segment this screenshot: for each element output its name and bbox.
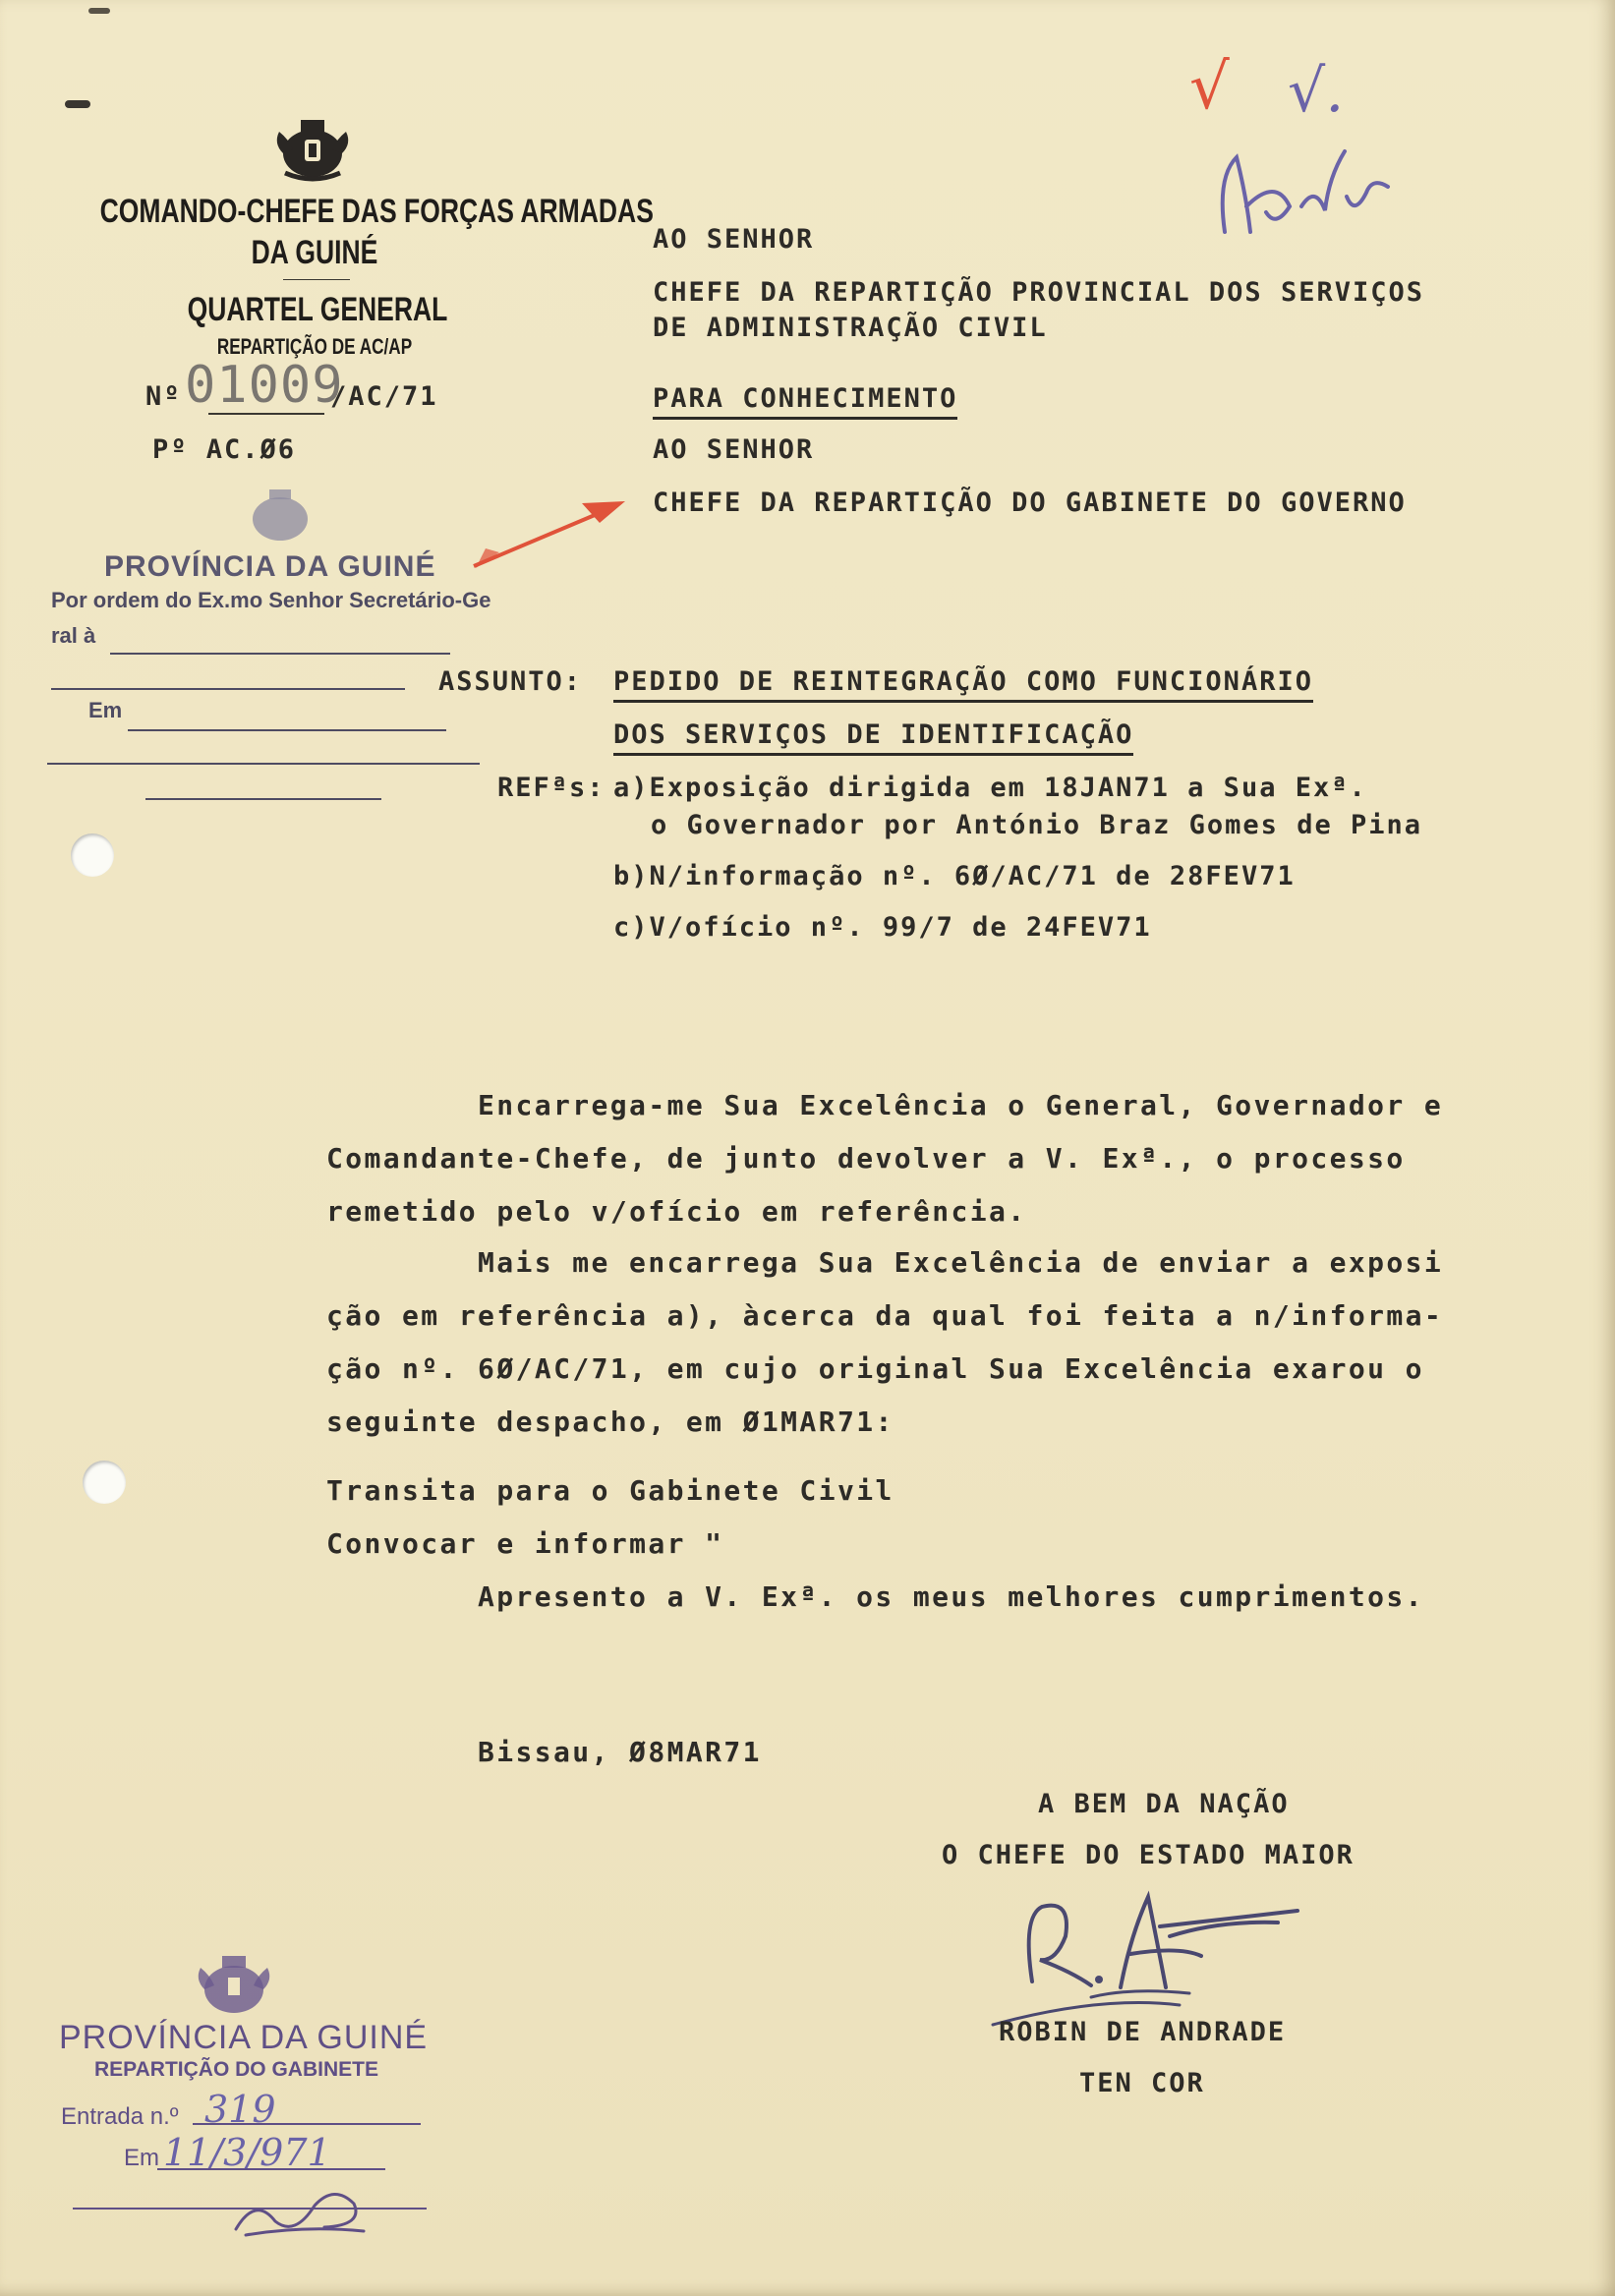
cc-addressee-label: AO SENHOR (653, 434, 815, 465)
process-reference: Pº AC.Ø6 (152, 434, 297, 465)
subject-line-1 (613, 666, 1313, 697)
stamp-bottom-date-label: Em (124, 2145, 159, 2171)
cc-heading-text: PARA CONHECIMENTO (653, 383, 957, 420)
despacho-line-1: Transita para o Gabinete Civil (326, 1474, 894, 1507)
stamp-bottom-entry-value: 319 (204, 2088, 276, 2131)
addressee-line-1: CHEFE DA REPARTIÇÃO PROVINCIAL DOS SERVIÇOS (653, 277, 1424, 308)
addressee-line-2: DE ADMINISTRAÇÃO CIVIL (653, 313, 1048, 343)
document-number-prefix: Nº (145, 381, 182, 412)
punch-hole-bottom (83, 1461, 126, 1504)
addressee-label: AO SENHOR (653, 224, 815, 255)
signatory-name: ROBIN DE ANDRADE (999, 2017, 1287, 2047)
reference-a-line-1: a)Exposição dirigida em 18JAN71 a Sua Exª. (613, 773, 1367, 803)
stamp-bottom-date-line (157, 2168, 385, 2170)
despacho-line-2: Convocar e informar " (326, 1527, 724, 1560)
header-reparticao: REPARTIÇÃO DE AC/AP (216, 334, 413, 359)
ink-speck (65, 100, 90, 108)
subject-line-2-text: DOS SERVIÇOS DE IDENTIFICAÇÃO (613, 719, 1133, 756)
signatory-rank: TEN COR (1079, 2068, 1205, 2098)
reference-b: b)N/informação nº. 6Ø/AC/71 de 28FEV71 (613, 861, 1296, 891)
body-paragraph-2-line-1: Mais me encarrega Sua Excelência de enviar a exposi (478, 1246, 1444, 1279)
body-paragraph-1-line-1: Encarrega-me Sua Excelência o General, Governador e (478, 1089, 1444, 1121)
stamp-bottom-entry-label: Entrada n.º (61, 2103, 179, 2130)
subject-label: ASSUNTO: (438, 666, 583, 697)
stamp-bottom-entry-line (193, 2123, 421, 2125)
body-paragraph-2-line-4: seguinte despacho, em Ø1MAR71: (326, 1406, 894, 1438)
stamp-top-ral: ral à (51, 623, 96, 648)
stamp-top-em: Em (88, 698, 123, 722)
reference-c: c)V/ofício nº. 99/7 de 24FEV71 (613, 912, 1152, 943)
cc-addressee-line: CHEFE DA REPARTIÇÃO DO GABINETE DO GOVERNO (653, 488, 1407, 518)
body-paragraph-2-line-2: ção em referência a), àcerca da qual foi feita a n/informa- (326, 1299, 1444, 1332)
document-number-stamp: 01009 (185, 356, 344, 415)
blue-check-mark: √. (1288, 57, 1345, 126)
bottom-stamp-emblem-icon (187, 1950, 281, 2021)
body-paragraph-2-line-3: ção nº. 6Ø/AC/71, em cujo original Sua Excelência exarou o (326, 1352, 1424, 1385)
stamp-top-line-2 (51, 688, 405, 690)
reference-a-line-2: o Governador por António Braz Gomes de Pina (651, 810, 1422, 840)
closing-line: Apresento a V. Exª. os meus melhores cumprimentos. (478, 1580, 1424, 1613)
red-check-mark: √ (1189, 51, 1230, 124)
signature-salutation: A BEM DA NAÇÃO (1038, 1789, 1290, 1819)
stamp-top-line-4 (47, 763, 480, 765)
punch-hole-top (71, 833, 114, 877)
stamp-top-line-5 (145, 798, 381, 800)
references-label: REFªs: (497, 773, 606, 803)
stamp-top-province: PROVÍNCIA DA GUINÉ (104, 550, 436, 583)
document-number-underline (208, 413, 324, 415)
signature-title: O CHEFE DO ESTADO MAIOR (942, 1840, 1355, 1870)
stamp-bottom-date-value: 11/3/971 (163, 2131, 331, 2174)
ink-speck (88, 8, 110, 14)
stamp-emblem-icon (236, 484, 324, 548)
header-quartel-general: QUARTEL GENERAL (187, 291, 448, 328)
coat-of-arms-icon (265, 114, 360, 185)
header-command-line: COMANDO-CHEFE DAS FORÇAS ARMADAS (99, 193, 654, 230)
stamp-top-line-3 (128, 729, 446, 731)
place-date: Bissau, Ø8MAR71 (478, 1736, 762, 1768)
header-divider (283, 279, 350, 280)
body-paragraph-1-line-2: Comandante-Chefe, de junto devolver a V. Exª., o processo (326, 1142, 1406, 1175)
stamp-bottom-reparticao: REPARTIÇÃO DO GABINETE (94, 2058, 378, 2081)
stamp-bottom-initials (216, 2176, 383, 2245)
stamp-top-line-1 (110, 653, 450, 655)
document-number-suffix: /AC/71 (330, 381, 438, 412)
handwritten-initials-top (1207, 138, 1404, 246)
stamp-top-order-line: Por ordem do Ex.mo Senhor Secretário-Ge (51, 588, 491, 612)
subject-line-2 (613, 719, 1133, 750)
red-arrow-icon (466, 489, 633, 574)
body-paragraph-1-line-3: remetido pelo v/ofício em referência. (326, 1195, 1027, 1228)
cc-heading (653, 383, 957, 414)
handwritten-signature (983, 1877, 1317, 2035)
stamp-bottom-province: PROVÍNCIA DA GUINÉ (59, 2019, 429, 2056)
subject-line-1-text: PEDIDO DE REINTEGRAÇÃO COMO FUNCIONÁRIO (613, 666, 1313, 703)
header-guine-line: DA GUINÉ (251, 234, 378, 271)
